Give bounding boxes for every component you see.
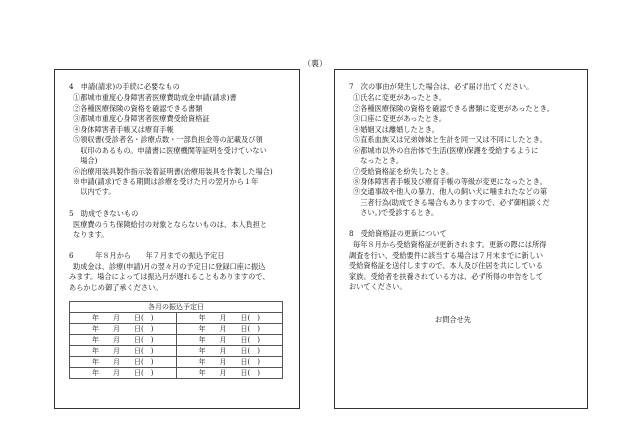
schedule-cell: 年 月 日( ) bbox=[70, 324, 177, 335]
sec8-line: おいてください。 bbox=[349, 282, 407, 291]
sec4-note: ※申請(請求)できる期間は診療を受けた月の翌月から１年 bbox=[73, 177, 259, 186]
sec5-title: 5 助成できないもの bbox=[69, 209, 139, 218]
schedule-header: 各月の振込予定日 bbox=[70, 302, 283, 313]
sec7-item: なったとき。 bbox=[353, 156, 404, 165]
left-panel bbox=[54, 69, 300, 409]
sec4-item: ①都城市重度心身障害者医療費助成金申請(請求)書 bbox=[73, 93, 237, 102]
sec7-item: ⑨交通事故や他人の暴力、他人の飼い犬に噛まれたなどの第 bbox=[353, 187, 548, 196]
sec7-item: ③口座に変更があったとき。 bbox=[353, 114, 447, 123]
schedule-cell: 年 月 日( ) bbox=[176, 335, 283, 346]
sec7-item: 三者行為(助成できる場合もありますので、必ず御相談くだ bbox=[353, 198, 550, 207]
right-panel bbox=[334, 69, 588, 409]
sec8-title: 8 受給資格証の更新について bbox=[349, 229, 447, 238]
table-row bbox=[70, 346, 283, 357]
schedule-cell: 年 月 日( ) bbox=[70, 335, 177, 346]
schedule-cell: 年 月 日( ) bbox=[70, 357, 177, 368]
schedule-cell: 年 月 日( ) bbox=[176, 368, 283, 379]
sec4-title: 4 申請(請求)の手続に必要なもの bbox=[69, 82, 180, 91]
sec8-line: 家族、受給者を扶養されている方は、必ず所得の申告をして bbox=[349, 272, 544, 281]
sec7-item: ⑤直系血族又は兄弟姉妹と生計を同一又は不同にしたとき。 bbox=[353, 135, 547, 144]
schedule-cell: 年 月 日( ) bbox=[176, 313, 283, 324]
page-side-label: （裏） bbox=[303, 59, 327, 68]
sec7-item: ⑦受給資格証を紛失したとき。 bbox=[353, 167, 454, 176]
sec4-item: 場合) bbox=[73, 156, 98, 165]
schedule-cell: 年 月 日( ) bbox=[70, 368, 177, 379]
sec6-line: あらかじめ御了承ください。 bbox=[69, 283, 163, 292]
sec7-title: 7 次の事由が発生した場合は、必ず届け出てください。 bbox=[349, 82, 534, 91]
table-row bbox=[70, 335, 283, 346]
schedule-cell: 年 月 日( ) bbox=[70, 313, 177, 324]
sec4-item: ④身体障害者手帳又は療育手帳 bbox=[73, 125, 174, 134]
sec4-item: ②各種医療保険の資格を確認できる書類 bbox=[73, 104, 203, 113]
sec7-item: ⑧身体障害者手帳及び療育手帳の等級が変更になったとき。 bbox=[353, 177, 547, 186]
table-row bbox=[70, 313, 283, 324]
schedule-cell: 年 月 日( ) bbox=[176, 346, 283, 357]
sec8-line: 毎年８月から受給資格証が更新されます。更新の際には所得 bbox=[353, 240, 547, 249]
sec6-line: 助成金は、診療(申請)月の翌々月の予定日に登録口座に振込 bbox=[73, 262, 266, 271]
table-row bbox=[70, 324, 283, 335]
payment-schedule-table bbox=[69, 301, 283, 379]
sec7-item: ②各種医療保険の資格を確認できる書類に変更があったとき。 bbox=[353, 104, 554, 113]
sec4-note: 以内です。 bbox=[73, 187, 116, 196]
sec4-item: ⑤領収書(受診者名・診療点数・一部負担金等の記載及び領 bbox=[73, 135, 263, 144]
sec7-item: ①氏名に変更があったとき。 bbox=[353, 93, 447, 102]
schedule-cell: 年 月 日( ) bbox=[176, 324, 283, 335]
sec4-item: ⑥治療用装具製作指示装着証明書(治療用装具を作製した場合) bbox=[73, 167, 273, 176]
sec8-line: 調査を行い、受給要件に該当する場合は７月末までに新しい bbox=[349, 251, 544, 260]
sec5-line: なります。 bbox=[73, 230, 109, 239]
sec6-line: みます。場合によっては振込月が遅れることもありますので、 bbox=[69, 272, 270, 281]
schedule-cell: 年 月 日( ) bbox=[176, 357, 283, 368]
schedule-cell: 年 月 日( ) bbox=[70, 346, 177, 357]
sec7-item: さい。)で受診するとき。 bbox=[353, 208, 439, 217]
sec4-item: 収印のあるもの。申請書に医療機関等証明を受けていない bbox=[73, 146, 267, 155]
sec7-item: ⑥都城市以外の自治体で生活(医療)保護を受給するように bbox=[353, 146, 539, 155]
sec4-item: ③都城市重度心身障害者医療費受給資格証 bbox=[73, 114, 210, 123]
sec7-item: ④婚姻又は離婚したとき。 bbox=[353, 125, 439, 134]
contact-heading: お問合せ先 bbox=[435, 315, 471, 324]
table-row bbox=[70, 368, 283, 379]
sec5-line: 医療費のうち保険給付の対象とならないものは、本人負担と bbox=[73, 220, 268, 229]
sec6-title: 6 年８月から 年７月までの振込予定日 bbox=[69, 251, 225, 260]
sec8-line: 受給資格証を送付しますので、本人及び住居を共にしている bbox=[349, 261, 543, 270]
table-row bbox=[70, 357, 283, 368]
